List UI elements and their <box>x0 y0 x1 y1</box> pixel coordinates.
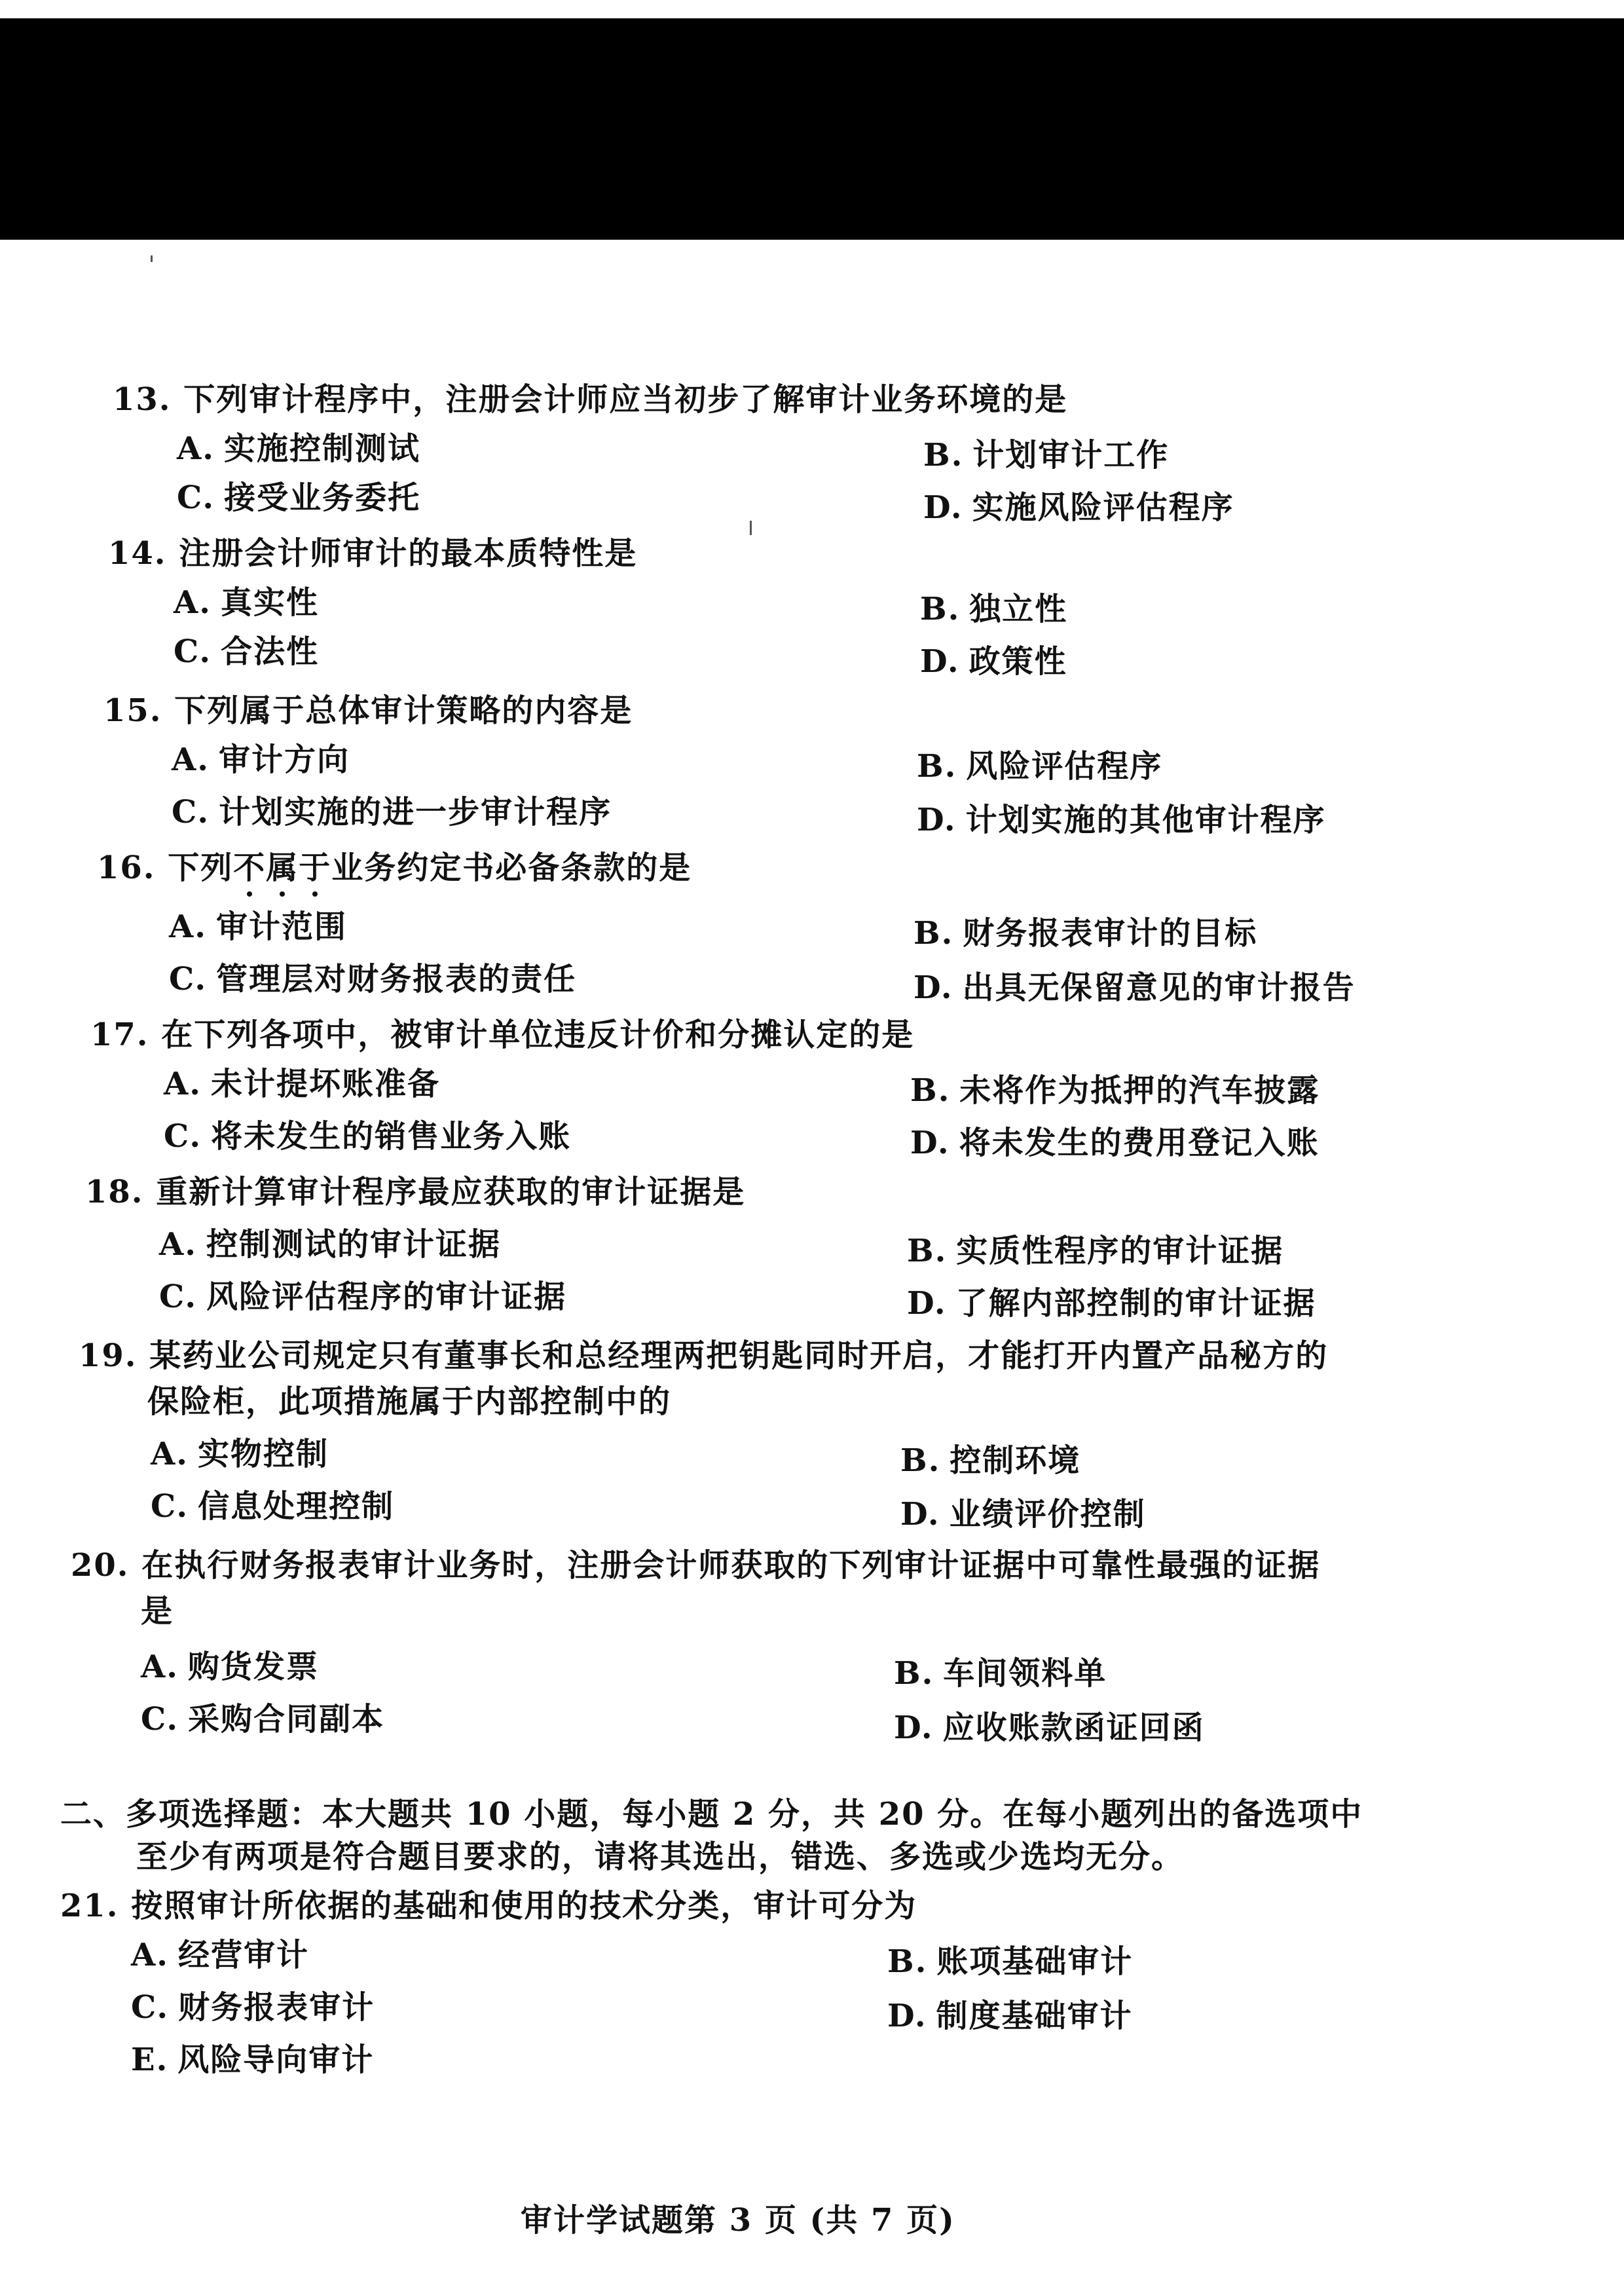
q19-option-a[interactable]: A. 实物控制 <box>151 1436 329 1472</box>
q17-option-c[interactable]: C. 将未发生的销售业务入账 <box>164 1118 572 1155</box>
q15-option-d[interactable]: D. 计划实施的其他审计程序 <box>917 802 1326 838</box>
question-text: 下列审计程序中，注册会计师应当初步了解审计业务环境的是 <box>183 381 1068 418</box>
q20-option-d[interactable]: D. 应收账款函证回函 <box>894 1709 1205 1746</box>
q16-option-d[interactable]: D. 出具无保留意见的审计报告 <box>913 969 1356 1006</box>
question-19-stem-line1: 19. 某药业公司规定只有董事长和总经理两把钥匙同时开启，才能打开内置产品秘方的 <box>79 1337 1329 1374</box>
q13-option-a[interactable]: A. 实施控制测试 <box>177 430 420 467</box>
q18-option-a[interactable]: A. 控制测试的审计证据 <box>159 1226 501 1263</box>
q14-option-a[interactable]: A. 真实性 <box>174 584 319 621</box>
q21-option-a[interactable]: A. 经营审计 <box>131 1937 309 1973</box>
emphasis-char: 属 <box>266 849 299 886</box>
q15-option-c[interactable]: C. 计划实施的进一步审计程序 <box>172 794 612 830</box>
question-17-stem: 17. 在下列各项中，被审计单位违反计价和分摊认定的是 <box>90 1016 915 1053</box>
q21-option-e[interactable]: E. 风险导向审计 <box>131 2041 375 2078</box>
question-19-stem-line2: 保险柜，此项措施属于内部控制中的 <box>147 1383 672 1420</box>
section-2-heading-line1: 二、多项选择题：本大题共 10 小题，每小题 2 分，共 20 分。在每小题列出的备选项中 <box>60 1796 1363 1833</box>
question-13-stem <box>113 380 1067 419</box>
q16-option-a[interactable]: A. 审计范围 <box>169 908 347 945</box>
q16-option-b[interactable]: B. 财务报表审计的目标 <box>913 915 1258 952</box>
question-number: 13. <box>113 381 172 418</box>
q13-option-b[interactable]: B. 计划审计工作 <box>923 437 1170 474</box>
q14-option-c[interactable]: C. 合法性 <box>174 633 320 670</box>
emphasis-char: 于 <box>299 849 332 886</box>
q21-option-d[interactable]: D. 制度基础审计 <box>887 1998 1133 2034</box>
q17-option-a[interactable]: A. 未计提坏账准备 <box>164 1066 440 1102</box>
question-20-stem-line1: 20. 在执行财务报表审计业务时，注册会计师获取的下列审计证据中可靠性最强的证据 <box>71 1547 1321 1584</box>
question-15-stem: 15. 下列属于总体审计策略的内容是 <box>103 692 633 729</box>
q21-option-c[interactable]: C. 财务报表审计 <box>131 1989 375 2026</box>
q20-option-b[interactable]: B. 车间领料单 <box>894 1655 1107 1692</box>
q20-option-a[interactable]: A. 购货发票 <box>141 1649 319 1685</box>
scan-artifact <box>151 255 153 262</box>
q18-option-d[interactable]: D. 了解内部控制的审计证据 <box>907 1285 1316 1322</box>
q21-option-b[interactable]: B. 账项基础审计 <box>887 1943 1134 1980</box>
q13-option-c[interactable]: C. 接受业务委托 <box>177 479 421 516</box>
question-14-stem: 14. 注册会计师审计的最本质特性是 <box>108 535 638 572</box>
q19-option-b[interactable]: B. 控制环境 <box>900 1442 1081 1479</box>
q17-option-d[interactable]: D. 将未发生的费用登记入账 <box>910 1125 1320 1161</box>
question-20-stem-line2: 是 <box>141 1593 174 1630</box>
q19-option-c[interactable]: C. 信息处理控制 <box>151 1488 395 1525</box>
q14-option-d[interactable]: D. 政策性 <box>920 643 1067 680</box>
question-18-stem: 18. 重新计算审计程序最应获取的审计证据是 <box>85 1174 746 1210</box>
q20-option-c[interactable]: C. 采购合同副本 <box>141 1701 385 1738</box>
section-2-heading-line2: 至少有两项是符合题目要求的，请将其选出，错选、多选或少选均无分。 <box>136 1838 1185 1875</box>
emphasis-char: 不 <box>233 849 267 886</box>
q13-option-d[interactable]: D. 实施风险评估程序 <box>923 489 1234 526</box>
q17-option-b[interactable]: B. 未将作为抵押的汽车披露 <box>910 1072 1320 1109</box>
q18-option-c[interactable]: C. 风险评估程序的审计证据 <box>159 1278 567 1315</box>
page-footer: 审计学试题第 3 页 (共 7 页) <box>521 2202 955 2239</box>
q15-option-a[interactable]: A. 审计方向 <box>172 741 350 778</box>
q15-option-b[interactable]: B. 风险评估程序 <box>917 748 1163 785</box>
redaction-band <box>0 18 1624 240</box>
q16-option-c[interactable]: C. 管理层对财务报表的责任 <box>169 961 577 997</box>
scan-artifact <box>750 521 752 535</box>
question-21-stem: 21. 按照审计所依据的基础和使用的技术分类，审计可分为 <box>60 1888 917 1924</box>
q19-option-d[interactable]: D. 业绩评价控制 <box>900 1496 1146 1533</box>
question-16-stem: 16. 下列不属于业务约定书必备条款的是 <box>97 849 692 886</box>
q14-option-b[interactable]: B. 独立性 <box>920 591 1068 627</box>
q18-option-b[interactable]: B. 实质性程序的审计证据 <box>907 1233 1284 1269</box>
